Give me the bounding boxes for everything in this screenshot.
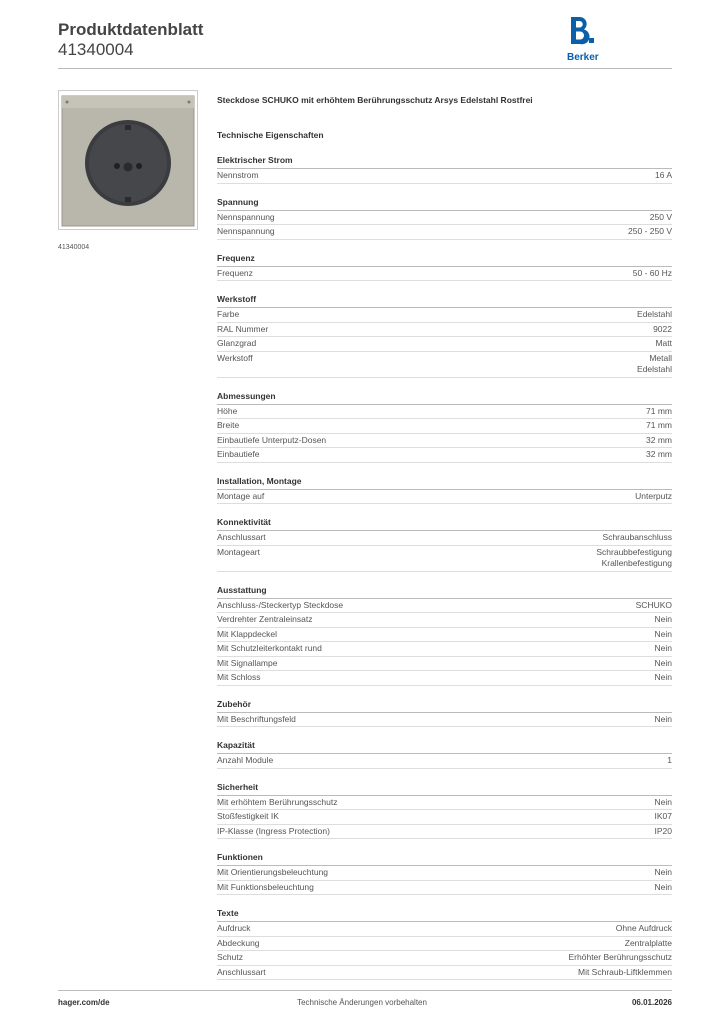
spec-row	[217, 337, 672, 352]
spec-group	[217, 391, 672, 463]
spec-value: Nein	[654, 713, 672, 724]
spec-row	[217, 267, 672, 282]
spec-value: Nein	[654, 614, 672, 624]
spec-row	[217, 810, 672, 825]
spec-label: Breite	[217, 420, 240, 430]
spec-label: Abdeckung	[217, 937, 260, 948]
spec-value: Nein	[654, 657, 672, 668]
spec-group-title: Konnektivität	[217, 517, 672, 531]
spec-row	[217, 434, 672, 449]
spec-value: Zentralplatte	[624, 937, 672, 948]
spec-label: IP-Klasse (Ingress Protection)	[217, 825, 330, 836]
spec-value: Nein	[654, 672, 672, 682]
spec-row	[217, 419, 672, 434]
spec-label: Glanzgrad	[217, 338, 257, 348]
spec-row	[217, 937, 672, 952]
footer-date: 06.01.2026	[631, 998, 672, 1007]
spec-row	[217, 613, 672, 628]
spec-value: 50 - 60 Hz	[632, 267, 672, 278]
spec-group-title: Installation, Montage	[217, 476, 672, 490]
spec-row	[217, 642, 672, 657]
spec-row	[217, 405, 672, 420]
spec-group-title: Ausstattung	[217, 585, 672, 599]
spec-row	[217, 599, 672, 614]
spec-label: Anschluss-/Steckertyp Steckdose	[217, 599, 344, 610]
spec-group	[217, 294, 672, 378]
spec-group-title: Texte	[217, 908, 672, 922]
spec-row	[217, 169, 672, 184]
spec-value: 32 mm	[646, 434, 672, 445]
spec-label: Mit Orientierungsbeleuchtung	[217, 867, 329, 877]
spec-label: Anschlussart	[217, 532, 266, 542]
spec-label: Mit Signallampe	[217, 657, 278, 668]
spec-row	[217, 966, 672, 981]
spec-value: Schraubanschluss	[602, 532, 672, 542]
spec-value: Edelstahl	[637, 309, 672, 319]
spec-row	[217, 352, 672, 378]
spec-value: 16 A	[654, 170, 672, 180]
footer-website: hager.com/de	[58, 998, 110, 1007]
document-number: 41340004	[58, 40, 134, 59]
spec-row	[217, 796, 672, 811]
product-image	[58, 90, 198, 230]
product-name: Steckdose SCHUKO mit erhöhtem Berührungsschutz Arsys Edelstahl Rostfrei	[217, 95, 533, 105]
spec-groups	[217, 155, 672, 980]
spec-row	[217, 323, 672, 338]
spec-group-title: Werkstoff	[217, 294, 672, 308]
section-heading: Technische Eigenschaften	[217, 130, 324, 140]
spec-group	[217, 852, 672, 895]
spec-label: Nennspannung	[217, 226, 275, 236]
spec-value: Nein	[654, 628, 672, 639]
spec-value: SCHUKO	[635, 599, 672, 610]
spec-value: Unterputz	[635, 490, 672, 501]
spec-label: Stoßfestigkeit IK	[217, 811, 279, 821]
spec-value: Nein	[654, 867, 672, 877]
spec-label: Mit Klappdeckel	[217, 628, 278, 639]
berker-logo-mark	[567, 16, 607, 46]
spec-row	[217, 490, 672, 505]
spec-row	[217, 951, 672, 966]
spec-value: 71 mm	[646, 420, 672, 430]
spec-value: 9022	[653, 323, 672, 334]
spec-group-title: Zubehör	[217, 699, 672, 713]
logo-text: Berker	[567, 52, 599, 63]
spec-label: Schutz	[217, 952, 243, 962]
spec-value: Mit Schraub-Liftklemmen	[577, 966, 672, 977]
spec-label: Mit Beschriftungsfeld	[217, 713, 296, 724]
spec-label: Aufdruck	[217, 923, 251, 933]
spec-label: Einbautiefe	[217, 449, 260, 459]
spec-label: Anschlussart	[217, 966, 266, 977]
spec-value: 71 mm	[646, 405, 672, 416]
document-title: Produktdatenblatt	[58, 20, 204, 39]
spec-label: Werkstoff	[217, 352, 253, 363]
spec-label: Montageart	[217, 546, 260, 557]
spec-label: Mit Schloss	[217, 672, 261, 682]
spec-row	[217, 308, 672, 323]
spec-value: Nein	[654, 796, 672, 807]
spec-value: 250 V	[649, 211, 672, 222]
spec-label: Verdrehter Zentraleinsatz	[217, 614, 313, 624]
spec-label: Mit Funktionsbeleuchtung	[217, 881, 314, 892]
spec-row	[217, 713, 672, 728]
spec-label: Montage auf	[217, 490, 265, 501]
footer-divider	[58, 990, 672, 991]
spec-label: Einbautiefe Unterputz-Dosen	[217, 434, 327, 445]
product-image-caption: 41340004	[58, 244, 90, 251]
spec-group-title: Sicherheit	[217, 782, 672, 796]
spec-group	[217, 699, 672, 728]
spec-value: Nein	[654, 881, 672, 892]
spec-group	[217, 782, 672, 840]
spec-row	[217, 754, 672, 769]
spec-row	[217, 628, 672, 643]
footer-disclaimer: Technische Änderungen vorbehalten	[297, 998, 427, 1007]
spec-group-title: Elektrischer Strom	[217, 155, 672, 169]
spec-value: Ohne Aufdruck	[615, 923, 672, 933]
spec-group	[217, 476, 672, 505]
spec-row	[217, 825, 672, 840]
spec-label: RAL Nummer	[217, 323, 269, 334]
spec-label: Anzahl Module	[217, 755, 274, 765]
spec-group	[217, 517, 672, 572]
berker-logo	[567, 16, 607, 63]
spec-value: Nein	[654, 643, 672, 653]
spec-label: Frequenz	[217, 267, 253, 278]
spec-group-title: Frequenz	[217, 253, 672, 267]
spec-group-title: Kapazität	[217, 740, 672, 754]
spec-group-title: Spannung	[217, 197, 672, 211]
spec-label: Farbe	[217, 309, 240, 319]
spec-row	[217, 448, 672, 463]
spec-row	[217, 657, 672, 672]
spec-value: Schraubbefestigung Krallenbefestigung	[596, 546, 672, 568]
spec-label: Nennstrom	[217, 170, 259, 180]
spec-group	[217, 585, 672, 686]
header-divider	[58, 68, 672, 69]
spec-value: IP20	[654, 825, 672, 836]
spec-row	[217, 881, 672, 896]
spec-value: IK07	[654, 811, 672, 821]
product-content	[217, 95, 672, 980]
spec-group	[217, 253, 672, 282]
spec-group-title: Funktionen	[217, 852, 672, 866]
spec-value: 1	[667, 755, 672, 765]
spec-group-title: Abmessungen	[217, 391, 672, 405]
spec-group	[217, 155, 672, 184]
spec-value: 32 mm	[646, 449, 672, 459]
spec-value: Matt	[655, 338, 672, 348]
spec-row	[217, 531, 672, 546]
spec-label: Mit Schutzleiterkontakt rund	[217, 643, 322, 653]
spec-group	[217, 908, 672, 980]
spec-row	[217, 922, 672, 937]
spec-row	[217, 211, 672, 226]
spec-row	[217, 546, 672, 572]
spec-row	[217, 671, 672, 686]
spec-row	[217, 866, 672, 881]
spec-value: 250 - 250 V	[628, 226, 672, 236]
spec-group	[217, 197, 672, 240]
socket-illustration	[59, 91, 197, 229]
spec-row	[217, 225, 672, 240]
spec-group	[217, 740, 672, 769]
spec-value: Metall Edelstahl	[637, 352, 672, 374]
page-header	[58, 20, 203, 60]
spec-label: Höhe	[217, 405, 238, 416]
spec-label: Nennspannung	[217, 211, 275, 222]
spec-label: Mit erhöhtem Berührungsschutz	[217, 796, 338, 807]
spec-value: Erhöhter Berührungsschutz	[568, 952, 672, 962]
